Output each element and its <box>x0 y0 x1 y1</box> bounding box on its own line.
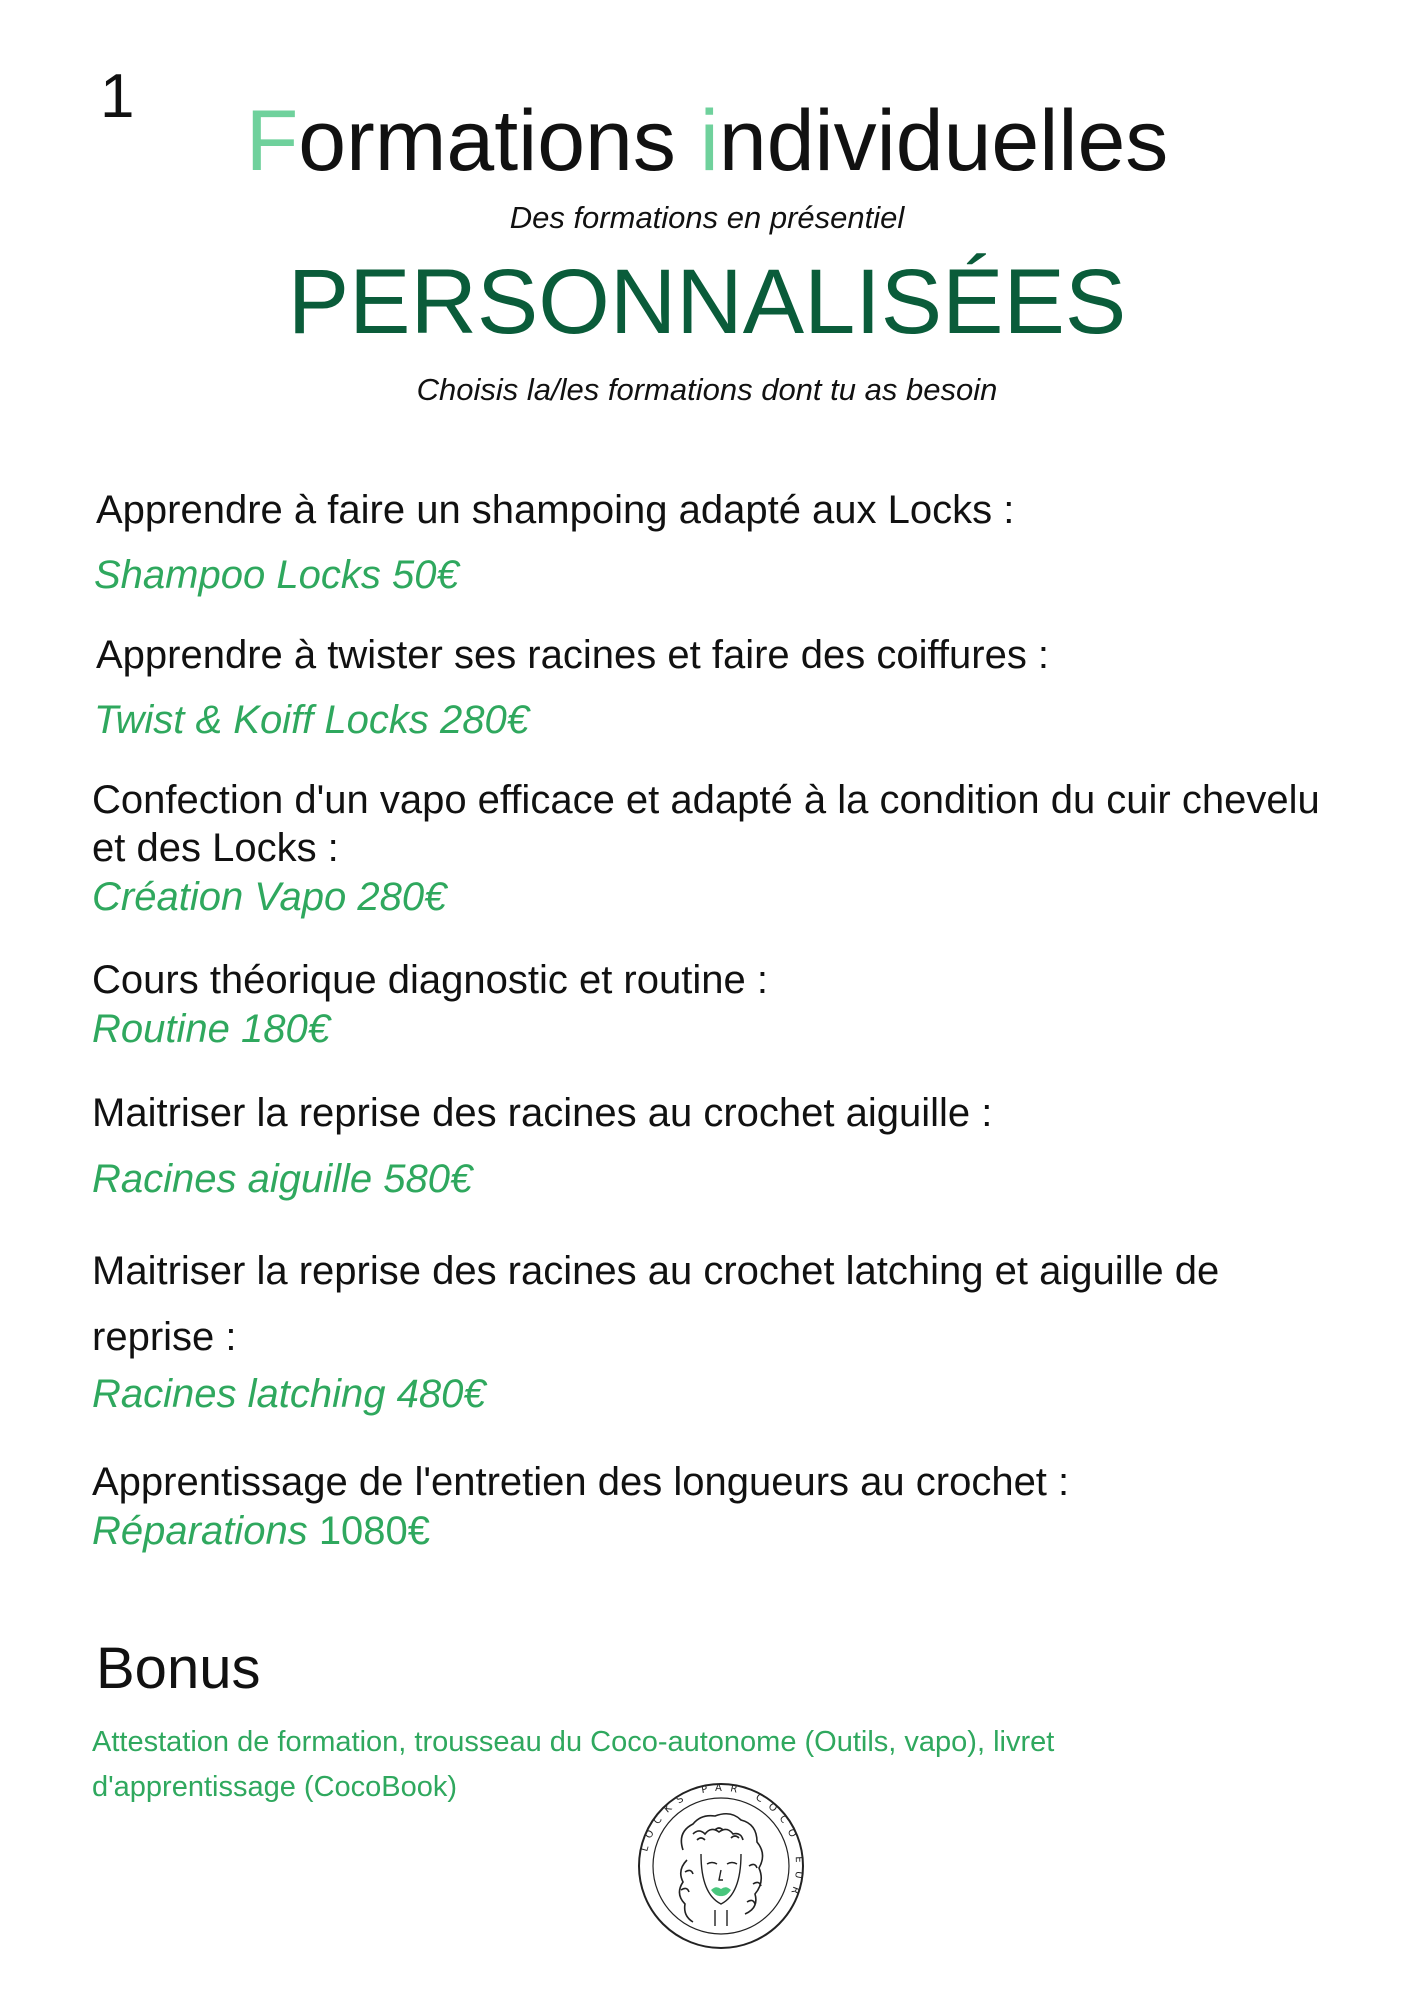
item-price-italic: Réparations <box>92 1509 308 1553</box>
bonus-title: Bonus <box>96 1636 261 1701</box>
title-part-1: ormations <box>298 93 700 189</box>
item-price: Twist & Koiff Locks 280€ <box>94 698 529 742</box>
item-description: Maitriser la reprise des racines au crochet latching et aiguille de reprise : <box>92 1249 1220 1359</box>
item-price: Racines aiguille 580€ <box>92 1157 473 1201</box>
headline: PERSONNALISÉES <box>287 251 1127 353</box>
item-price: Shampoo Locks 50€ <box>94 553 459 597</box>
item-description: Apprentissage de l'entretien des longueurs au crochet : <box>92 1460 1070 1504</box>
item-price: Racines latching 480€ <box>92 1372 486 1416</box>
logo-ring-text: LOCKS PAR COCO EUR <box>639 1782 805 1903</box>
item-price: Routine 180€ <box>92 1007 330 1051</box>
curly-hair-woman-logo-icon <box>635 1780 807 1952</box>
title-part-2: ndividuelles <box>718 93 1169 189</box>
item-price <box>92 1507 430 1555</box>
tagline: Choisis la/les formations dont tu as besoin <box>416 372 998 407</box>
svg-text:LOCKS PAR COCO EUR <box>639 1783 804 1903</box>
item-description: Apprendre à twister ses racines et faire des coiffures : <box>96 633 1050 677</box>
item-description: Apprendre à faire un shampoing adapté aux Locks : <box>96 488 1015 532</box>
subtitle: Des formations en présentiel <box>509 200 905 235</box>
page-number: 1 <box>100 62 135 131</box>
title-accent-letter: i <box>699 93 719 189</box>
title-first-letter: F <box>245 93 299 189</box>
item-description: Confection d'un vapo efficace et adapté à la condition du cuir chevelu et des Locks : <box>92 778 1320 870</box>
item-price: Création Vapo 280€ <box>92 875 447 919</box>
item-description: Maitriser la reprise des racines au crochet aiguille : <box>92 1091 993 1135</box>
item-description: Cours théorique diagnostic et routine : <box>92 958 768 1002</box>
bonus-text: Attestation de formation, trousseau du Coco-autonome (Outils, vapo), livret d'apprentissage (CocoBook) <box>92 1726 1055 1803</box>
page-title <box>0 93 1414 189</box>
item-price-amount: 1080€ <box>318 1509 431 1553</box>
